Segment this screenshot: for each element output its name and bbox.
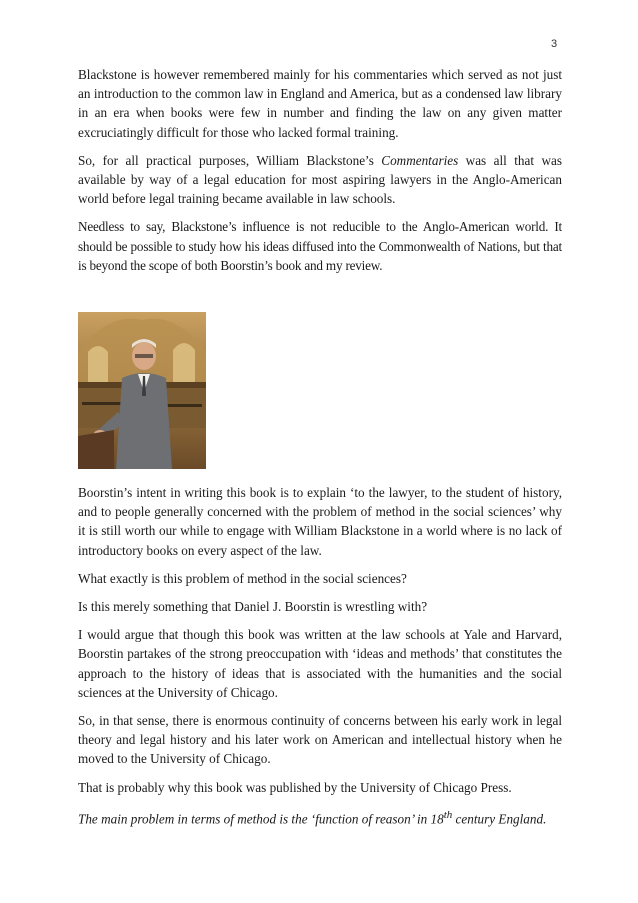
text-block-top [78, 65, 562, 284]
text-block-bottom [78, 483, 562, 837]
page-number: 3 [551, 38, 558, 50]
paragraph: What exactly is this problem of method in the social sciences? [78, 570, 407, 586]
paragraph: Is this merely something that Daniel J. Boorstin is wrestling with? [78, 599, 428, 615]
boorstin-photo [78, 312, 206, 469]
paragraph: That is probably why this book was published by the University of Chicago Press. [78, 779, 512, 795]
paragraph: Blackstone is however remembered mainly for his commentaries which served as not just an introduction to the common law in England and America, but as a condensed law library in an era when books were few in number and finding the law on any given matter excruciatingly difficult for those who lacked formal training. [78, 67, 562, 140]
book-title-italic: Commentaries [381, 152, 459, 168]
ordinal-suffix: th [443, 808, 453, 821]
closing-text: The main problem in terms of method is the ‘function of reason’ in 18 [78, 811, 444, 827]
closing-text: century England. [452, 811, 547, 827]
paragraph: I would argue that though this book was written at the law schools at Yale and Harvard, Boorstin partakes of the strong preoccupation with ‘ideas and methods’ that constitutes the approach to the history of ideas that is associated with the humanities and the social sciences at the University of Chicago. [78, 627, 562, 700]
paragraph-text: was all that was available by way of a legal education for most aspiring lawyers in the Anglo-American world before legal training became available in law schools. [78, 152, 562, 207]
paragraph-text: So, for all practical purposes, William Blackstone’s [78, 152, 382, 168]
paragraph: Needless to say, Blackstone’s influence is not reducible to the Anglo-American world. It should be possible to study how his ideas diffused into the Commonwealth of Nations, but that is beyond the scope of both Boorstin’s book and my review. [78, 219, 562, 273]
paragraph [78, 151, 562, 209]
closing-paragraph [78, 806, 562, 829]
paragraph: Boorstin’s intent in writing this book is to explain ‘to the lawyer, to the student of history, and to people generally concerned with the problem of method in the social sciences’ why it is still worth our while to engage with William Blackstone in a world where is no lack of introductory books on every aspect of the law. [78, 485, 562, 558]
paragraph: So, in that sense, there is enormous continuity of concerns between his early work in legal theory and legal history and his later work on American and intellectual history when he moved to the University of Chicago. [78, 713, 562, 767]
portrait-photo-icon [78, 312, 206, 469]
